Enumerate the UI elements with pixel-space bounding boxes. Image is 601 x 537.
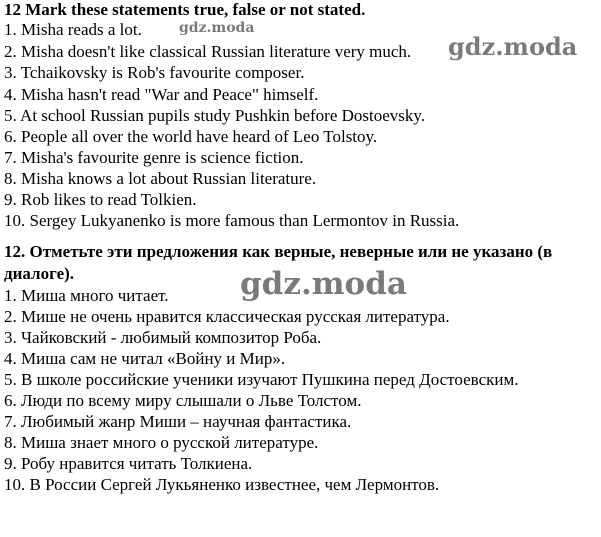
watermark-large: gdz.moda	[240, 266, 407, 302]
english-item-2: 2. Misha doesn't like classical Russian literature very much.	[4, 42, 412, 61]
english-item-5: 5. At school Russian pupils study Pushkin before Dostoevsky.	[4, 106, 426, 125]
russian-item-4: 4. Миша сам не читал «Войну и Мир».	[4, 349, 286, 368]
english-item-9: 9. Rob likes to read Tolkien.	[4, 190, 197, 209]
watermark-small: gdz.moda	[179, 20, 255, 36]
russian-item-7: 7. Любимый жанр Миши – научная фантастика.	[4, 412, 352, 431]
russian-item-8: 8. Миша знает много о русской литературе.	[4, 433, 319, 452]
english-item-3: 3. Tchaikovsky is Rob's favourite composer.	[4, 63, 305, 82]
russian-heading-line-2: диалоге).	[4, 264, 75, 283]
russian-item-6: 6. Люди по всему миру слышали о Льве Толстом.	[4, 391, 362, 410]
english-item-1: 1. Misha reads a lot.	[4, 20, 142, 39]
english-item-4: 4. Misha hasn't read "War and Peace" himself.	[4, 85, 319, 104]
russian-item-10: 10. В России Сергей Лукьяненко известнее, чем Лермонтов.	[4, 475, 440, 494]
russian-item-9: 9. Робу нравится читать Толкиена.	[4, 454, 253, 473]
russian-item-3: 3. Чайковский - любимый композитор Роба.	[4, 328, 322, 347]
english-item-10: 10. Sergey Lukyanenko is more famous than Lermontov in Russia.	[4, 211, 460, 230]
english-item-8: 8. Misha knows a lot about Russian literature.	[4, 169, 317, 188]
english-item-7: 7. Misha's favourite genre is science fiction.	[4, 148, 304, 167]
english-heading: 12 Mark these statements true, false or not stated.	[4, 0, 366, 19]
english-item-6: 6. People all over the world have heard of Leo Tolstoy.	[4, 127, 378, 146]
russian-heading-line-1: 12. Отметьте эти предложения как верные, неверные или не указано (в	[4, 242, 553, 261]
russian-item-1: 1. Миша много читает.	[4, 286, 169, 305]
watermark-medium: gdz.moda	[448, 32, 578, 61]
russian-item-2: 2. Мише не очень нравится классическая русская литература.	[4, 307, 450, 326]
russian-item-5: 5. В школе российские ученики изучают Пушкина перед Достоевским.	[4, 370, 519, 389]
